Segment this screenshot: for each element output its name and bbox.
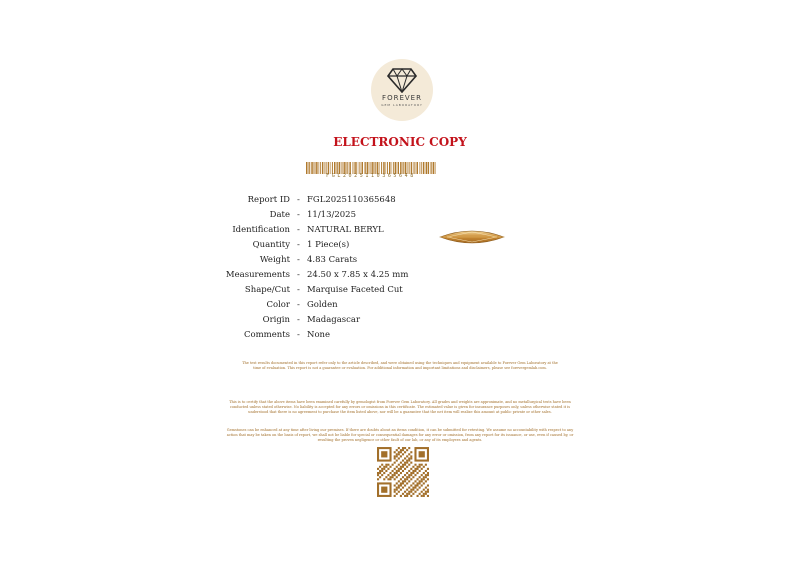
qr-module — [379, 466, 381, 468]
qr-module — [406, 460, 408, 462]
qr-module — [427, 478, 429, 480]
qr-module — [423, 478, 425, 480]
qr-module — [408, 470, 410, 472]
qr-module — [402, 493, 404, 495]
field-separator: - — [297, 315, 300, 325]
qr-module — [419, 464, 421, 466]
qr-module — [406, 495, 408, 497]
qr-module — [383, 468, 385, 470]
qr-module — [404, 462, 406, 464]
qr-module — [398, 480, 400, 482]
qr-module — [396, 482, 398, 484]
qr-module — [425, 474, 427, 476]
field-value: 11/13/2025 — [307, 210, 356, 220]
qr-module — [412, 489, 414, 491]
qr-module — [408, 493, 410, 495]
qr-module — [383, 472, 385, 474]
qr-module — [408, 476, 410, 478]
qr-module — [421, 480, 423, 482]
qr-module — [394, 491, 396, 493]
qr-module — [414, 474, 416, 476]
qr-module — [421, 464, 423, 466]
qr-module — [402, 480, 404, 482]
field-value: Marquise Faceted Cut — [307, 285, 403, 295]
field-label: Color — [266, 300, 290, 310]
disclaimer-results: The test results documented in this report refer only to the article described, and were obtained using the techniques and equipment available to Forever Gem Laboratory at the time of evaluation. This report is not a guarantee or evaluation. For additional information and important limitations and disclaimers, please see forevergemlab.com. — [242, 361, 558, 370]
qr-module — [398, 453, 400, 455]
qr-module — [394, 489, 396, 491]
qr-module — [427, 472, 429, 474]
qr-module — [412, 470, 414, 472]
qr-module — [408, 464, 410, 466]
qr-module — [417, 495, 419, 497]
qr-module — [404, 478, 406, 480]
qr-module — [417, 482, 419, 484]
qr-module — [383, 466, 385, 468]
field-separator: - — [297, 330, 300, 340]
qr-module — [394, 457, 396, 459]
qr-module — [410, 495, 412, 497]
qr-module — [400, 482, 402, 484]
qr-module — [408, 457, 410, 459]
qr-module — [425, 464, 427, 466]
qr-module — [406, 482, 408, 484]
qr-module — [421, 495, 423, 497]
qr-module — [400, 449, 402, 451]
diamond-icon — [387, 67, 417, 93]
qr-module — [423, 495, 425, 497]
qr-module — [417, 472, 419, 474]
report-row — [190, 223, 450, 238]
qr-module — [425, 476, 427, 478]
qr-module — [396, 470, 398, 472]
qr-module — [412, 476, 414, 478]
qr-module — [398, 464, 400, 466]
qr-module — [402, 482, 404, 484]
qr-module — [381, 451, 387, 457]
qr-module — [406, 478, 408, 480]
qr-module — [398, 491, 400, 493]
qr-module — [402, 487, 404, 489]
qr-module — [414, 484, 416, 486]
qr-module — [425, 493, 427, 495]
qr-module — [412, 466, 414, 468]
field-value: NATURAL BERYL — [307, 225, 384, 235]
qr-module — [404, 495, 406, 497]
qr-module — [414, 464, 416, 466]
field-label: Weight — [259, 255, 290, 265]
qr-module — [394, 484, 396, 486]
disclaimer-certify: This is to certify that the above items have been examined carefully by gemologist from Forever Gem Laboratory. All grades and weights are approximate, and no metallurgical tests have been conducted unless stated otherwise. No liability is accepted for any errors or omissions in this certificate. The estimated value is given for insurance purposes only, unless otherwise stated it is understood that there is no agreement to purchase the item listed above, nor will be a guarantee that the net item will realize this amount at public private or other sales. — [229, 400, 571, 414]
field-label: Report ID — [247, 195, 290, 205]
qr-module — [408, 487, 410, 489]
qr-module — [412, 493, 414, 495]
qr-module — [377, 472, 379, 474]
qr-module — [425, 480, 427, 482]
qr-module — [408, 447, 410, 449]
qr-module — [419, 470, 421, 472]
qr-module — [379, 476, 381, 478]
report-row — [190, 328, 450, 343]
report-row — [190, 298, 450, 313]
qr-module — [419, 476, 421, 478]
qr-module — [408, 480, 410, 482]
qr-module — [406, 449, 408, 451]
qr-module — [398, 451, 400, 453]
qr-module — [394, 451, 396, 453]
qr-module — [396, 466, 398, 468]
qr-module — [404, 474, 406, 476]
qr-module — [389, 466, 391, 468]
qr-module — [427, 468, 429, 470]
qr-module — [414, 468, 416, 470]
qr-module — [404, 480, 406, 482]
qr-module — [381, 487, 387, 493]
qr-module — [389, 478, 391, 480]
qr-module — [381, 470, 383, 472]
qr-module — [414, 491, 416, 493]
qr-module — [377, 478, 379, 480]
qr-module — [427, 495, 429, 497]
qr-module — [406, 476, 408, 478]
qr-module — [423, 476, 425, 478]
qr-module — [425, 470, 427, 472]
field-separator: - — [297, 225, 300, 235]
field-label: Shape/Cut — [244, 285, 290, 295]
qr-module — [385, 466, 387, 468]
qr-module — [412, 487, 414, 489]
qr-module — [425, 487, 427, 489]
qr-module — [398, 447, 400, 449]
qr-module — [402, 470, 404, 472]
qr-module — [400, 462, 402, 464]
qr-module — [396, 493, 398, 495]
barcode-text: FGL2025110365648 — [326, 173, 416, 179]
qr-module — [410, 474, 412, 476]
qr-module — [394, 472, 396, 474]
field-label: Measurements — [225, 270, 290, 280]
qr-module — [404, 451, 406, 453]
qr-module — [381, 468, 383, 470]
qr-module — [412, 482, 414, 484]
gemstone-image — [439, 228, 505, 246]
qr-module — [377, 468, 379, 470]
field-separator: - — [297, 300, 300, 310]
field-separator: - — [297, 255, 300, 265]
qr-module — [410, 468, 412, 470]
field-value: Madagascar — [307, 315, 361, 325]
qr-module — [404, 447, 406, 449]
field-label: Origin — [262, 315, 290, 325]
qr-module — [402, 464, 404, 466]
report-row — [190, 238, 450, 253]
qr-module — [423, 466, 425, 468]
qr-module — [419, 480, 421, 482]
report-row — [190, 193, 450, 208]
field-separator: - — [297, 195, 300, 205]
qr-module — [404, 484, 406, 486]
qr-module — [394, 455, 396, 457]
qr-module — [389, 472, 391, 474]
qr-module — [400, 495, 402, 497]
qr-module — [408, 491, 410, 493]
qr-module — [412, 472, 414, 474]
qr-module — [417, 478, 419, 480]
qr-module — [408, 460, 410, 462]
logo-subtitle: GEM LABORATORY — [381, 103, 423, 107]
field-label: Identification — [232, 225, 290, 235]
qr-module — [410, 451, 412, 453]
qr-module — [398, 484, 400, 486]
qr-module — [394, 462, 396, 464]
qr-module — [398, 468, 400, 470]
qr-module — [400, 455, 402, 457]
qr-module — [410, 491, 412, 493]
qr-module — [402, 453, 404, 455]
qr-module — [417, 466, 419, 468]
qr-module — [421, 474, 423, 476]
qr-module — [408, 453, 410, 455]
qr-module — [419, 493, 421, 495]
qr-module — [385, 476, 387, 478]
qr-module — [402, 476, 404, 478]
qr-module — [394, 474, 396, 476]
qr-module — [387, 464, 389, 466]
field-separator: - — [297, 285, 300, 295]
qr-module — [406, 455, 408, 457]
qr-module — [396, 455, 398, 457]
report-row — [190, 313, 450, 328]
qr-module — [385, 470, 387, 472]
qr-module — [417, 468, 419, 470]
report-row — [190, 253, 450, 268]
qr-module — [427, 489, 429, 491]
qr-module — [406, 462, 408, 464]
qr-module — [398, 474, 400, 476]
qr-module — [404, 468, 406, 470]
qr-module — [379, 470, 381, 472]
qr-module — [383, 478, 385, 480]
qr-module — [392, 470, 394, 472]
qr-code[interactable] — [377, 447, 429, 497]
field-value: None — [307, 330, 331, 340]
qr-module — [414, 487, 416, 489]
qr-module — [389, 476, 391, 478]
qr-module — [394, 495, 396, 497]
qr-module — [400, 484, 402, 486]
electronic-copy-title: ELECTRONIC COPY — [333, 135, 467, 149]
qr-module — [402, 449, 404, 451]
disclaimer-enhancement: Gemstones can be enhanced at any time after living our premises. If there are doubts about an items condition, it can be submitted for retesting. We assume no accountability with respect to any action that may be taken on the basis of report, we shall not be liable for special or consequential damages for any error or omission, from any report for its issuance, or use, even if caused by, or resulting the proven negligence or other fault of our lab, or any of its employees and agents. — [226, 428, 574, 442]
logo-brand: FOREVER — [382, 94, 422, 102]
qr-module — [410, 455, 412, 457]
field-value: 24.50 x 7.85 x 4.25 mm — [307, 270, 409, 280]
qr-module — [423, 489, 425, 491]
qr-module — [410, 478, 412, 480]
qr-module — [396, 487, 398, 489]
field-separator: - — [297, 240, 300, 250]
qr-module — [417, 489, 419, 491]
field-value: 1 Piece(s) — [307, 240, 350, 250]
qr-module — [410, 489, 412, 491]
qr-module — [396, 489, 398, 491]
qr-module — [387, 478, 389, 480]
qr-module — [392, 474, 394, 476]
qr-module — [408, 474, 410, 476]
qr-module — [427, 484, 429, 486]
qr-module — [417, 484, 419, 486]
qr-module — [410, 457, 412, 459]
qr-module — [404, 464, 406, 466]
qr-module — [400, 466, 402, 468]
qr-module — [419, 482, 421, 484]
qr-module — [381, 464, 383, 466]
qr-module — [406, 493, 408, 495]
field-label: Quantity — [252, 240, 290, 250]
lab-logo — [371, 59, 433, 121]
field-label: Comments — [243, 330, 290, 340]
field-label: Date — [269, 210, 290, 220]
qr-module — [392, 464, 394, 466]
qr-module — [421, 478, 423, 480]
qr-module — [396, 453, 398, 455]
qr-module — [396, 449, 398, 451]
qr-module — [385, 464, 387, 466]
report-row — [190, 283, 450, 298]
qr-module — [387, 474, 389, 476]
qr-module — [406, 466, 408, 468]
qr-module — [387, 468, 389, 470]
qr-module — [421, 484, 423, 486]
qr-module — [402, 460, 404, 462]
qr-module — [421, 468, 423, 470]
qr-module — [400, 489, 402, 491]
field-value: FGL2025110365648 — [307, 195, 396, 205]
qr-module — [396, 476, 398, 478]
qr-module — [394, 468, 396, 470]
qr-module — [400, 478, 402, 480]
qr-module — [414, 480, 416, 482]
qr-module — [419, 487, 421, 489]
qr-module — [392, 476, 394, 478]
qr-module — [419, 466, 421, 468]
qr-module — [421, 491, 423, 493]
qr-module — [394, 478, 396, 480]
field-separator: - — [297, 270, 300, 280]
qr-module — [419, 451, 425, 457]
qr-module — [402, 466, 404, 468]
qr-module — [425, 491, 427, 493]
qr-module — [414, 470, 416, 472]
qr-module — [398, 457, 400, 459]
report-row — [190, 208, 450, 223]
field-value: Golden — [307, 300, 338, 310]
qr-module — [400, 468, 402, 470]
qr-module — [377, 474, 379, 476]
qr-module — [410, 472, 412, 474]
report-row — [190, 268, 450, 283]
qr-module — [379, 472, 381, 474]
qr-module — [406, 489, 408, 491]
qr-module — [398, 470, 400, 472]
qr-module — [404, 491, 406, 493]
qr-module — [406, 472, 408, 474]
qr-module — [404, 457, 406, 459]
qr-module — [400, 451, 402, 453]
qr-module — [423, 472, 425, 474]
qr-module — [396, 460, 398, 462]
qr-module — [410, 484, 412, 486]
qr-module — [402, 447, 404, 449]
qr-module — [423, 493, 425, 495]
qr-module — [427, 474, 429, 476]
qr-module — [410, 462, 412, 464]
qr-module — [381, 474, 383, 476]
qr-module — [398, 487, 400, 489]
qr-module — [400, 472, 402, 474]
qr-module — [396, 472, 398, 474]
qr-module — [423, 482, 425, 484]
field-value: 4.83 Carats — [307, 255, 358, 265]
field-separator: - — [297, 210, 300, 220]
qr-module — [427, 491, 429, 493]
